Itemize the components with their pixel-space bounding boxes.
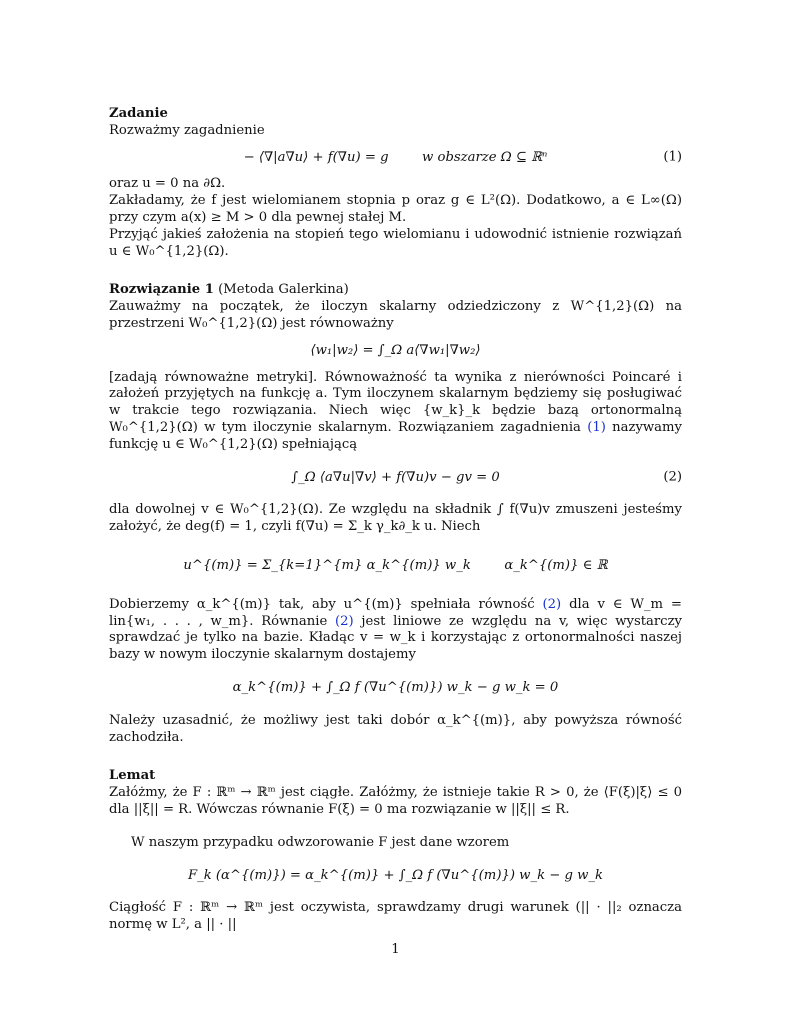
assumptions-text: Zakładamy, że f jest wielomianem stopnia p oraz g ∈ L²(Ω). Dodatkowo, a ∈ L∞(Ω) przy czym a(x) ≥ M > 0 dla pewnej stałej M. xyxy=(109,193,682,225)
paragraph-scalar-product: Zauważmy na początek, że iloczyn skalarny odziedziczony z W^{1,2}(Ω) na przestrzeni W₀^{1,2}(Ω) jest równoważny xyxy=(109,299,682,331)
ref-equation-1[interactable]: (1) xyxy=(587,419,606,435)
ref-equation-2b[interactable]: (2) xyxy=(335,613,354,629)
paragraph-degree: dla dowolnej v ∈ W₀^{1,2}(Ω). Ze względu na składnik ∫ f(∇u)v zmuszeni jesteśmy założyć, że deg(f) = 1, czyli f(∇u) = Σ_k γ_k∂_k u. Niech xyxy=(109,502,682,535)
equation-inner-product xyxy=(109,343,682,360)
paragraph-galerkin xyxy=(109,597,682,664)
section-heading-zadanie: Zadanie xyxy=(109,106,168,121)
lemma-statement: Załóżmy, że F : ℝᵐ → ℝᵐ jest ciągłe. Załóżmy, że istnieje takie R > 0, że ⟨F(ξ)|ξ⟩ ≤ 0 dla ||ξ|| = R. Wówczas równanie F(ξ) = 0 ma rozwiązanie w ||ξ|| ≤ R. xyxy=(109,785,682,817)
task-text: Przyjąć jakieś założenia na stopień tego wielomianu i udowodnić istnienie rozwiązań u ∈ W₀^{1,2}(Ω). xyxy=(109,226,682,259)
page-content xyxy=(109,106,682,934)
equation-2-body: ∫_Ω ⟨a∇u|∇v⟩ + f(∇u)v − gv = 0 xyxy=(291,469,500,485)
paragraph-continuity: Ciągłość F : ℝᵐ → ℝᵐ jest oczywista, sprawdzamy drugi warunek (|| · ||₂ oznacza normę w L², a || · || xyxy=(109,900,682,933)
page-number: 1 xyxy=(391,942,400,957)
equation-alpha-body: α_k^{(m)} + ∫_Ω f (∇u^{(m)}) w_k − g w_k = 0 xyxy=(232,679,559,695)
equation-F-body: F_k (α^{(m)}) = α_k^{(m)} + ∫_Ω f (∇u^{(m)}) w_k − g w_k xyxy=(187,867,603,883)
paragraph-equivalence-b: nazywamy funkcję u ∈ W₀^{1,2}(Ω) spełniającą xyxy=(109,419,682,452)
equation-1-number: (1) xyxy=(663,149,682,165)
paragraph-mapping: W naszym przypadku odwzorowanie F jest dane wzorem xyxy=(131,834,510,850)
section-heading-lemat: Lemat xyxy=(109,768,156,784)
paragraph-galerkin-a: Dobierzemy α_k^{(m)} tak, aby u^{(m)} spełniała równość xyxy=(109,596,535,612)
ref-equation-2a[interactable]: (2) xyxy=(542,596,562,612)
paragraph-galerkin-b: dla v ∈ W_m = lin{w₁, . . . , w_m}. Równanie xyxy=(109,596,682,629)
rozwiazanie-heading-suffix: (Metoda Galerkina) xyxy=(218,282,349,298)
paragraph-justify: Należy uzasadnić, że możliwy jest taki dobór α_k^{(m)}, aby powyższa równość zachodziła. xyxy=(109,712,682,745)
equation-alpha xyxy=(109,680,682,697)
equation-2 xyxy=(109,470,682,487)
boundary-condition: oraz u = 0 na ∂Ω. xyxy=(109,176,226,192)
paragraph-equivalence xyxy=(109,370,682,454)
equation-1-body: − ⟨∇|a∇u⟩ + f(∇u) = g w obszarze Ω ⊆ ℝⁿ xyxy=(243,149,548,165)
equation-1 xyxy=(109,150,682,167)
intro-text: Rozważmy zagadnienie xyxy=(109,122,265,138)
equation-u-m-body: u^{(m)} = Σ_{k=1}^{m} α_k^{(m)} w_k α_k^{(m)} ∈ ℝ xyxy=(183,557,608,573)
equation-u-m xyxy=(109,558,682,575)
rozwiazanie-heading: Rozwiązanie 1 xyxy=(109,282,214,298)
section-heading-rozwiazanie xyxy=(109,282,682,299)
paragraph-galerkin-c: jest liniowe ze względu na v, więc wystarczy sprawdzać je tylko na bazie. Kładąc v = w_k i korzystając z ortonormalności naszej bazy w nowym iloczynie skalarnym dostajemy xyxy=(109,613,682,663)
paragraph-equivalence-a: [zadają równoważne metryki]. Równoważność ta wynika z nierówności Poincaré i założeń przyjętych na funkcję a. Tym iloczynem skalarnym będziemy się posługiwać w trakcie tego rozwiązania. Niech więc {w_k}_k będzie bazą ortonormalną W₀^{1,2}(Ω) w tym iloczynie skalarnym. Rozwiązaniem zagadnienia xyxy=(109,369,682,435)
equation-inner-product-body: ⟨w₁|w₂⟩ = ∫_Ω a⟨∇w₁|∇w₂⟩ xyxy=(310,342,481,358)
equation-F xyxy=(109,868,682,885)
equation-2-number: (2) xyxy=(663,469,682,485)
